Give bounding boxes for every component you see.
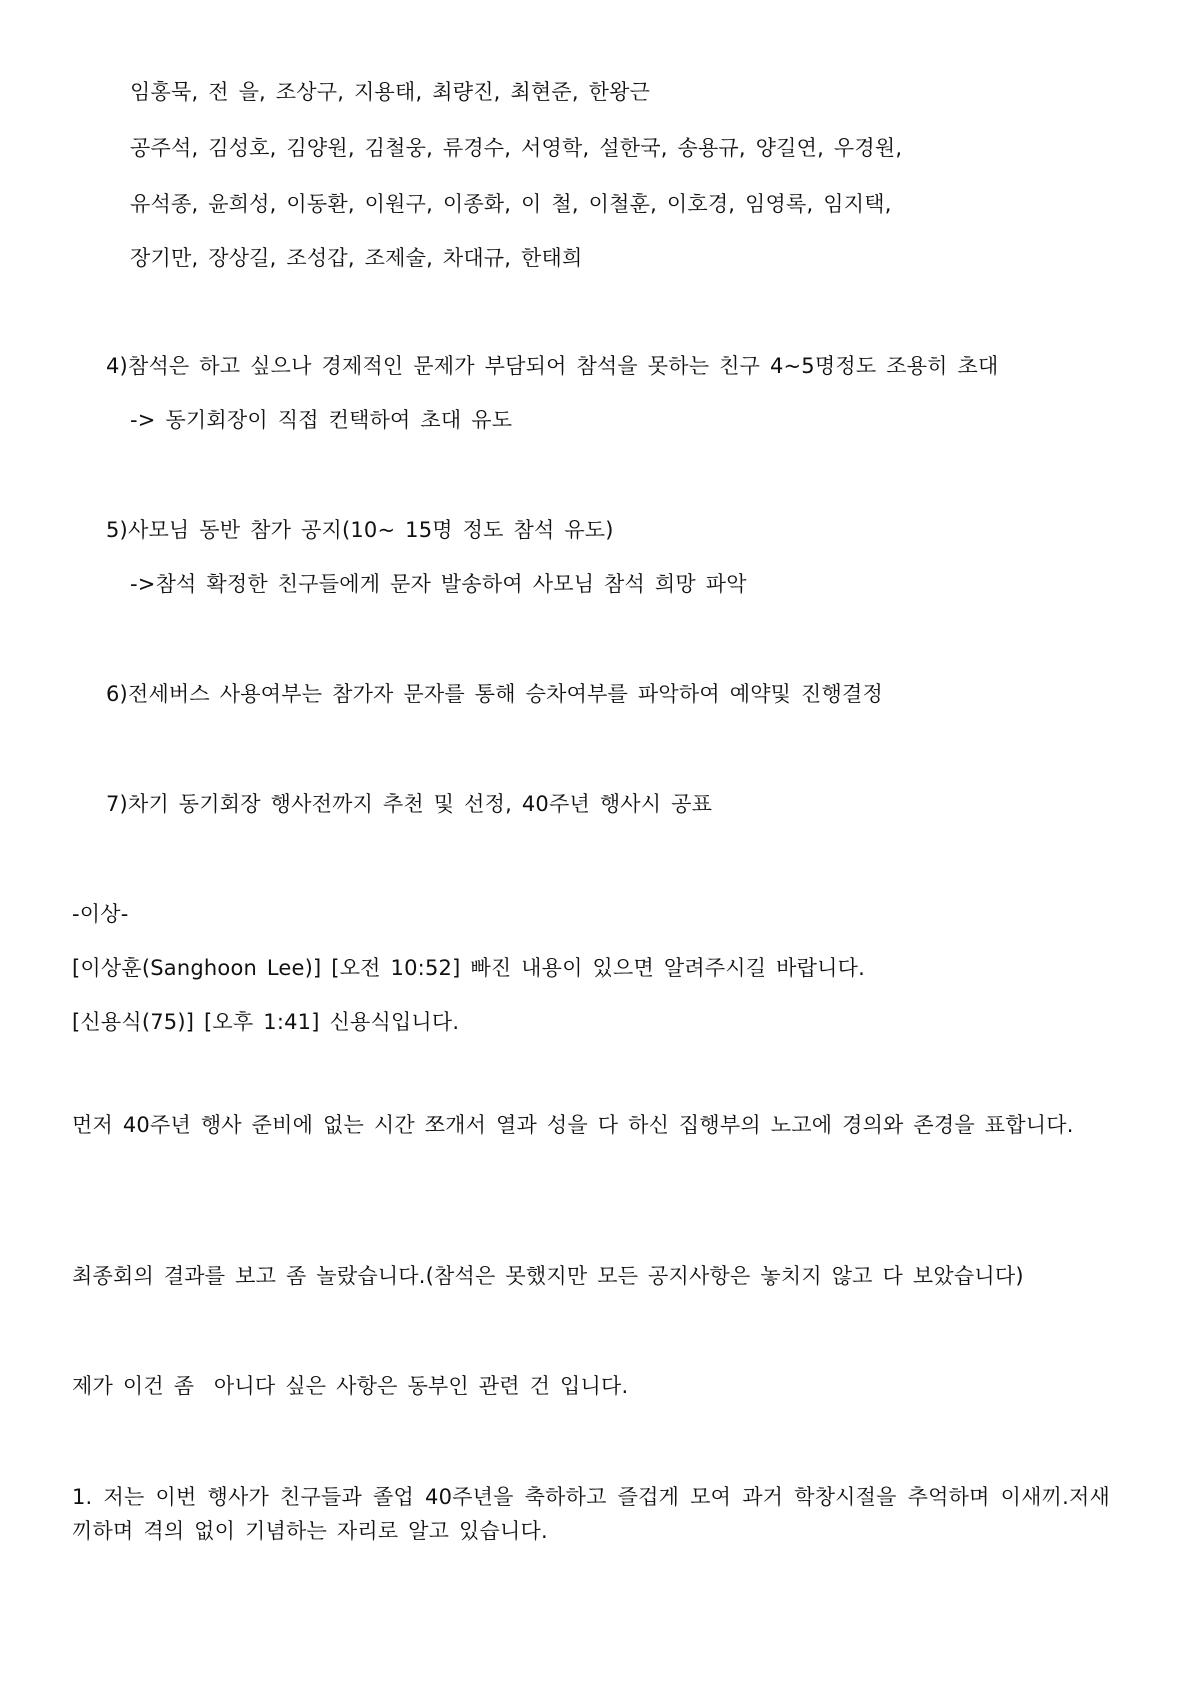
paragraph-3: 제가 이건 좀 아니다 싶은 사항은 동부인 관련 건 입니다. [72, 1374, 629, 1398]
item-5-text: 5)사모님 동반 참가 공지(10~ 15명 정도 참석 유도) [106, 518, 614, 542]
name-list-line-2: 공주석, 김성호, 김양원, 김철웅, 류경수, 서영학, 설한국, 송용규, 양길연, 우경원, [130, 136, 903, 160]
name-list-line-3: 유석종, 윤희성, 이동환, 이원구, 이종화, 이 철, 이철훈, 이호경, 임영록, 임지택, [130, 192, 892, 216]
item-4-subtext: -> 동기회장이 직접 컨택하여 초대 유도 [130, 408, 513, 432]
item-4-text: 4)참석은 하고 싶으나 경제적인 문제가 부담되어 참석을 못하는 친구 4~5명정도 조용히 초대 [106, 354, 999, 378]
name-list-line-1: 임홍묵, 전 을, 조상구, 지용태, 최량진, 최현준, 한왕근 [130, 80, 651, 104]
chat-message-1: [이상훈(Sanghoon Lee)] [오전 10:52] 빠진 내용이 있으면 알려주시길 바랍니다. [72, 956, 865, 980]
paragraph-4: 1. 저는 이번 행사가 친구들과 졸업 40주년을 축하하고 즐겁게 모여 과거 학창시절을 추억하며 이새끼.저새끼하며 격의 없이 기념하는 자리로 알고 있습니다. [72, 1485, 1110, 1543]
chat-message-2: [신용식(75)] [오후 1:41] 신용식입니다. [72, 1010, 460, 1034]
item-5-subtext: ->참석 확정한 친구들에게 문자 발송하여 사모님 참석 희망 파악 [130, 572, 747, 596]
item-6-text: 6)전세버스 사용여부는 참가자 문자를 통해 승차여부를 파악하여 예약및 진행결정 [106, 682, 883, 706]
paragraph-2: 최종회의 결과를 보고 좀 놀랐습니다.(참석은 못했지만 모든 공지사항은 놓치지 않고 다 보았습니다) [72, 1264, 1024, 1288]
closing-mark: -이상- [72, 902, 129, 926]
paragraph-1: 먼저 40주년 행사 준비에 없는 시간 쪼개서 열과 성을 다 하신 집행부의 노고에 경의와 존경을 표합니다. [72, 1113, 1074, 1137]
item-7-text: 7)차기 동기회장 행사전까지 추천 및 선정, 40주년 행사시 공표 [106, 792, 713, 816]
name-list-line-4: 장기만, 장상길, 조성갑, 조제술, 차대규, 한태희 [130, 246, 583, 270]
